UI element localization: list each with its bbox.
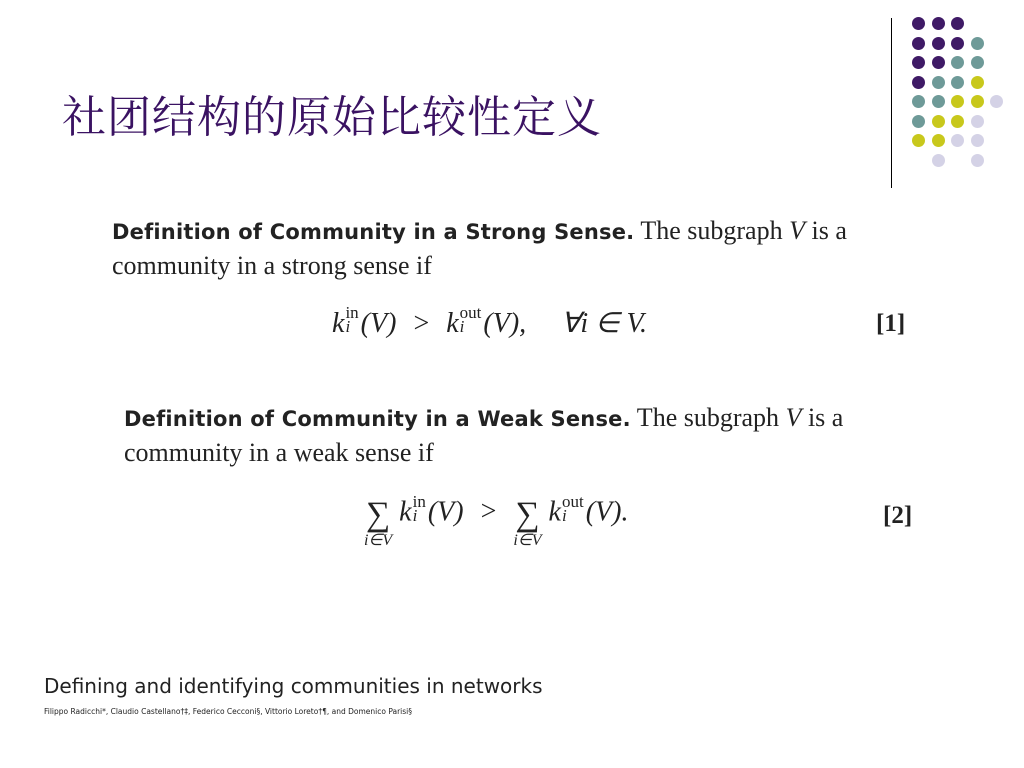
weak-definition-text: The subgraph — [630, 403, 786, 432]
equation-number-1: [1] — [876, 310, 906, 337]
sigma-symbol: ∑ — [515, 496, 540, 533]
strong-definition-line1 — [112, 214, 918, 249]
formula-gt: > — [413, 308, 430, 339]
strong-definition-text: The subgraph — [634, 216, 790, 245]
formula-index — [413, 493, 426, 524]
formula-sub-i: i — [561, 505, 567, 525]
decorative-dot — [971, 76, 984, 89]
decorative-dot — [951, 115, 964, 128]
formula-k: k — [446, 308, 459, 339]
strong-formula — [332, 303, 647, 341]
formula-index — [345, 304, 358, 335]
weak-definition-line1 — [124, 401, 924, 436]
strong-definition — [112, 214, 918, 283]
reference-title: Defining and identifying communities in networks — [44, 674, 543, 698]
slide-title: 社团结构的原始比较性定义 — [62, 92, 602, 143]
decorative-dot — [932, 56, 945, 69]
weak-formula — [364, 488, 629, 549]
formula-arg: (V) — [360, 308, 397, 339]
equation-number-2: [2] — [883, 502, 913, 529]
sum-left — [364, 496, 393, 552]
weak-definition-var: V — [785, 403, 802, 432]
decorative-dot — [932, 154, 945, 167]
strong-definition-var: V — [789, 216, 805, 245]
decorative-dot — [951, 56, 964, 69]
formula-sub-i: i — [345, 317, 351, 337]
decorative-dot — [971, 56, 984, 69]
decorative-dot — [932, 95, 945, 108]
formula-k: k — [332, 308, 345, 339]
weak-definition-line2: community in a weak sense if — [124, 438, 434, 467]
formula-sup-out: out — [561, 491, 584, 511]
formula-sub-i: i — [459, 317, 465, 337]
sigma-symbol: ∑ — [365, 496, 391, 533]
sum-index: i∈V — [364, 532, 393, 549]
formula-quantifier: ∀i ∈ V. — [561, 308, 647, 339]
decorative-dot — [951, 37, 964, 50]
formula-gt: > — [480, 496, 497, 528]
sum-index: i∈V — [513, 532, 542, 549]
decorative-dot — [912, 17, 925, 30]
strong-definition-line2: community in a strong sense if — [112, 251, 432, 280]
decorative-dot — [951, 17, 964, 30]
strong-definition-text-end: is a — [805, 216, 847, 245]
decorative-dot — [951, 134, 964, 147]
decorative-dot — [971, 37, 984, 50]
decorative-dot — [932, 76, 945, 89]
decorative-dot — [990, 95, 1003, 108]
weak-definition — [124, 401, 924, 470]
decorative-dot — [951, 76, 964, 89]
decorative-dot — [971, 134, 984, 147]
formula-k: k — [548, 496, 561, 528]
decorative-dot — [971, 95, 984, 108]
strong-definition-lead: Definition of Community in a Strong Sense. — [112, 220, 635, 244]
sum-right — [513, 496, 542, 552]
formula-sup-in: in — [412, 491, 426, 511]
decorative-dot — [912, 76, 925, 89]
decorative-dot — [932, 115, 945, 128]
decorative-dot-grid — [0, 0, 1024, 170]
formula-arg: (V). — [585, 496, 629, 528]
formula-sup-in: in — [345, 303, 359, 323]
reference-authors: Filippo Radicchi*, Claudio Castellano†‡, Federico Cecconi§, Vittorio Loreto†¶, and Domenico Parisi§ — [44, 707, 413, 716]
decorative-dot — [971, 115, 984, 128]
decorative-dot — [912, 37, 925, 50]
decorative-dot — [971, 154, 984, 167]
weak-definition-text-end: is a — [801, 403, 844, 432]
formula-index — [460, 304, 482, 335]
decorative-dot — [932, 37, 945, 50]
decorative-dot — [912, 134, 925, 147]
decorative-dot — [912, 95, 925, 108]
title-divider-line — [891, 18, 892, 188]
formula-sup-out: out — [459, 303, 482, 323]
formula-index — [562, 493, 584, 524]
decorative-dot — [932, 17, 945, 30]
decorative-dot — [912, 56, 925, 69]
formula-arg: (V), — [483, 308, 527, 339]
formula-k: k — [399, 496, 412, 528]
decorative-dot — [951, 95, 964, 108]
decorative-dot — [912, 115, 925, 128]
formula-arg: (V) — [427, 496, 464, 528]
formula-sub-i: i — [412, 505, 418, 525]
decorative-dot — [932, 134, 945, 147]
weak-definition-lead: Definition of Community in a Weak Sense. — [124, 407, 631, 431]
